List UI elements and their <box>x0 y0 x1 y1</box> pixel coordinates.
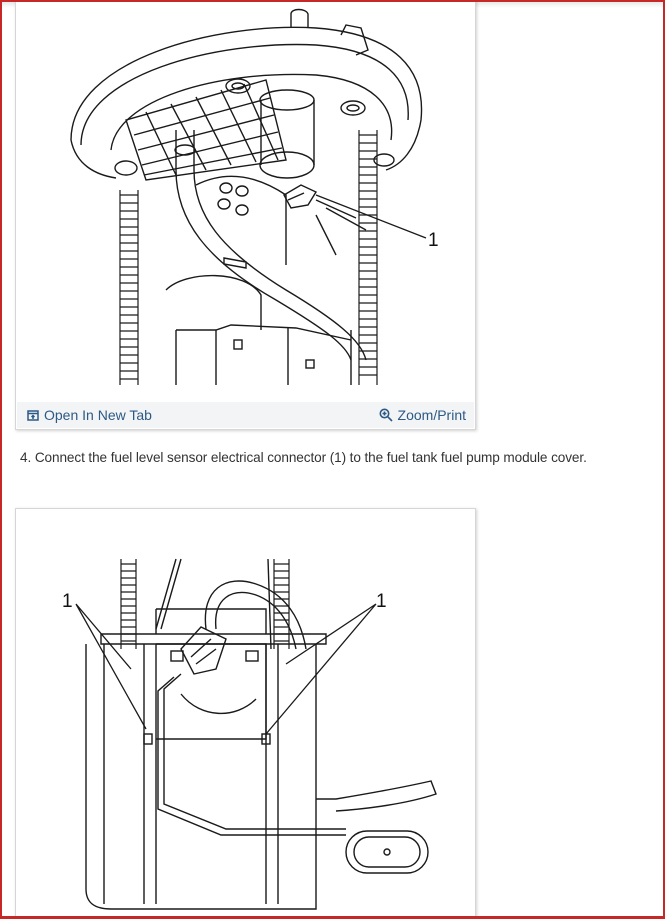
step-4-text: 4. Connect the fuel level sensor electrical connector (1) to the fuel tank fuel pump module cover. <box>20 450 587 465</box>
callout-label-right: 1 <box>376 591 387 612</box>
figure-card-2 <box>15 508 476 919</box>
zoom-print-link[interactable] <box>379 407 466 423</box>
callout-label-1: 1 <box>428 230 439 251</box>
fuel-pump-module-side-illustration <box>16 509 477 919</box>
open-in-new-tab-label: Open In New Tab <box>44 407 152 423</box>
open-in-new-tab-icon <box>27 410 39 421</box>
figure-footer-bar <box>17 402 474 428</box>
open-in-new-tab-link[interactable] <box>27 407 152 423</box>
callout-label-left: 1 <box>62 591 73 612</box>
figure-card-1 <box>15 0 476 430</box>
magnifier-plus-icon <box>379 408 393 422</box>
zoom-print-label: Zoom/Print <box>397 407 466 423</box>
fuel-pump-module-cover-illustration <box>16 0 477 400</box>
